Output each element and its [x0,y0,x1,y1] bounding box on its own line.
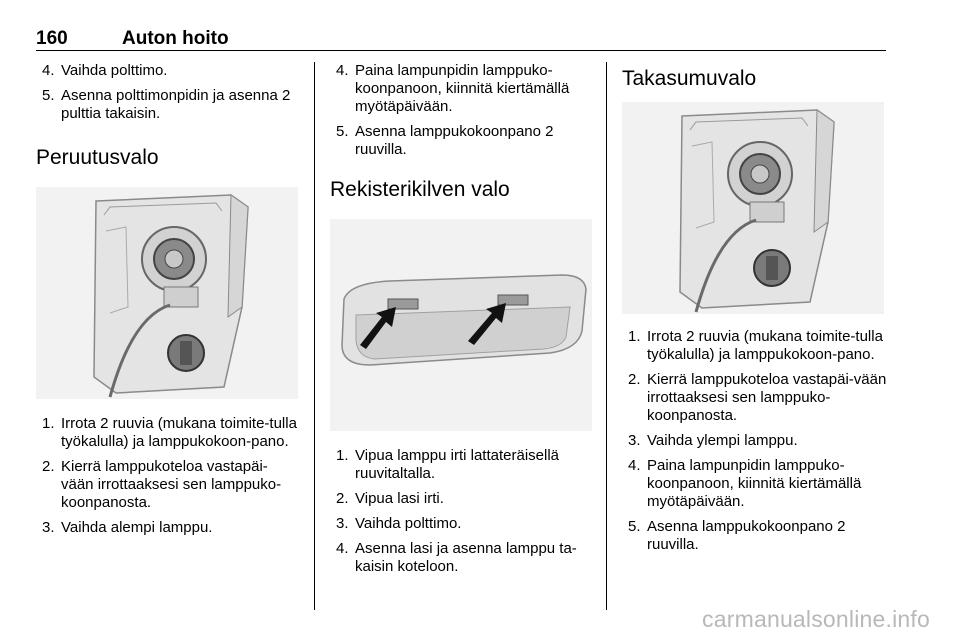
step-text: Vaihda ylempi lamppu. [647,432,798,449]
step-text: Paina lampunpidin lamppuko-koonpanoon, kiinnitä kiertämällä myötäpäivään. [647,457,862,510]
tail-lamp-figure [36,187,298,399]
column-divider [314,62,315,610]
step-text: Vipua lasi irti. [355,490,444,507]
page-header [36,28,886,50]
step-item [36,458,298,512]
step-number: 4. [336,62,349,79]
step-text: Asenna lamppukokoonpano 2 ruuvilla. [355,123,554,158]
step-number: 4. [42,62,55,79]
step-number: 3. [42,519,55,536]
step-text: Irrota 2 ruuvia (mukana toimite-tulla työkalulla) ja lamppukokoon-pano. [647,328,883,363]
section-title: Takasumuvalo [622,67,757,90]
section-title: Rekisterikilven valo [330,178,510,201]
chapter-title: Auton hoito [122,28,229,49]
watermark: carmanualsonline.info [702,606,930,632]
step-item [330,490,592,508]
step-number: 2. [628,371,641,388]
step-text: Irrota 2 ruuvia (mukana toimite-tulla työkalulla) ja lamppukokoon-pano. [61,415,297,450]
column-divider [606,62,607,610]
licence-plate-lamp-figure [330,219,592,431]
header-rule [36,50,886,51]
step-item [330,62,592,116]
step-list [330,62,592,159]
step-text: Vipua lamppu irti lattateräisellä ruuvitaltalla. [355,447,560,482]
step-number: 1. [628,328,641,345]
step-item [330,447,592,483]
step-item [36,415,298,451]
step-item [622,518,888,554]
column-2 [330,62,592,583]
step-list [622,328,888,554]
tail-lamp-housing-illustration [94,195,248,397]
step-item [622,432,888,450]
step-number: 4. [628,457,641,474]
step-number: 1. [42,415,55,432]
step-item [330,540,592,576]
step-list [36,62,298,123]
column-3 [622,62,888,561]
step-number: 5. [336,123,349,140]
step-list [36,415,298,537]
step-item [622,328,888,364]
step-item [622,457,888,511]
step-text: Kierrä lamppukoteloa vastapäi-vään irrottaaksesi sen lamppuko-koonpanosta. [647,371,887,424]
section-title: Peruutusvalo [36,146,159,169]
step-item [36,62,298,80]
column-1 [36,62,298,544]
tail-lamp-figure [622,102,884,314]
step-text: Vaihda alempi lamppu. [61,519,213,536]
step-text: Paina lampunpidin lamppuko-koonpanoon, kiinnitä kiertämällä myötäpäivään. [355,62,570,115]
step-text: Vaihda polttimo. [61,62,168,79]
tail-lamp-housing-illustration [680,110,834,312]
step-number: 2. [336,490,349,507]
step-number: 5. [42,87,55,104]
page-number: 160 [36,28,68,49]
step-number: 3. [336,515,349,532]
step-item [36,87,298,123]
step-item [330,123,592,159]
step-text: Asenna lamppukokoonpano 2 ruuvilla. [647,518,846,553]
step-text: Vaihda polttimo. [355,515,462,532]
step-number: 1. [336,447,349,464]
step-text: Asenna lasi ja asenna lamppu ta-kaisin koteloon. [355,540,577,575]
step-number: 3. [628,432,641,449]
step-number: 5. [628,518,641,535]
step-item [330,515,592,533]
step-item [622,371,888,425]
step-number: 4. [336,540,349,557]
step-item [36,519,298,537]
step-text: Asenna polttimonpidin ja asenna 2 pulttia takaisin. [61,87,291,122]
step-list [330,447,592,576]
step-text: Kierrä lamppukoteloa vastapäi-vään irrottaaksesi sen lamppuko-koonpanosta. [61,458,282,511]
step-number: 2. [42,458,55,475]
licence-plate-lamp-illustration [342,275,586,365]
